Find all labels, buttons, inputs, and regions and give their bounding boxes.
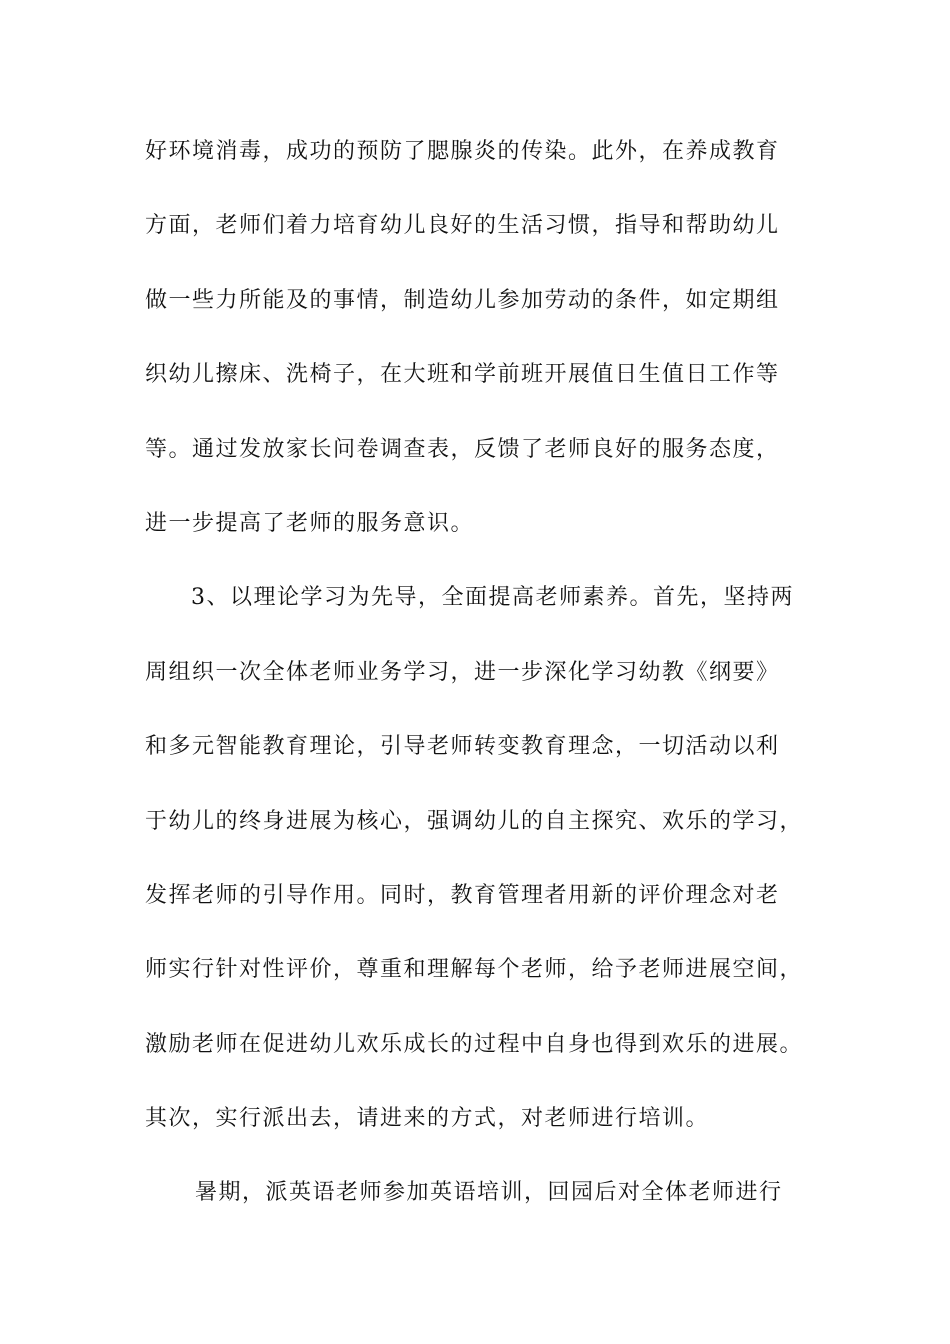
- paragraph-line: 师实行针对性评价，尊重和理解每个老师，给予老师进展空间，: [145, 957, 804, 983]
- paragraph-line: 激励老师在促进幼儿欢乐成长的过程中自身也得到欢乐的进展。: [145, 1031, 804, 1057]
- paragraph-line: 等。通过发放家长问卷调查表，反馈了老师良好的服务态度，: [145, 436, 780, 462]
- paragraph-line: 其次，实行派出去，请进来的方式，对老师进行培训。: [145, 1106, 710, 1132]
- paragraph-line: 周组织一次全体老师业务学习，进一步深化学习幼教《纲要》: [145, 659, 780, 685]
- paragraph-first-line: 3、以理论学习为先导，全面提高老师素养。首先，坚持两: [191, 585, 794, 611]
- paragraph-line: 发挥老师的引导作用。同时，教育管理者用新的评价理念对老: [145, 882, 780, 908]
- paragraph-line: 于幼儿的终身进展为核心，强调幼儿的自主探究、欢乐的学习，: [145, 808, 804, 834]
- document-body: [145, 132, 825, 1248]
- paragraph-first-line: 暑期，派英语老师参加英语培训，回园后对全体老师进行: [195, 1180, 783, 1206]
- paragraph-line: 做一些力所能及的事情，制造幼儿参加劳动的条件，如定期组: [145, 287, 780, 313]
- paragraph-line: 织幼儿擦床、洗椅子，在大班和学前班开展值日生值日工作等: [145, 362, 780, 388]
- paragraph-line: 方面，老师们着力培育幼儿良好的生活习惯，指导和帮助幼儿: [145, 213, 780, 239]
- paragraph-line: 和多元智能教育理论，引导老师转变教育理念，一切活动以利: [145, 734, 780, 760]
- paragraph-line: 好环境消毒，成功的预防了腮腺炎的传染。此外，在养成教育: [145, 139, 780, 164]
- paragraph-line: 进一步提高了老师的服务意识。: [145, 510, 475, 536]
